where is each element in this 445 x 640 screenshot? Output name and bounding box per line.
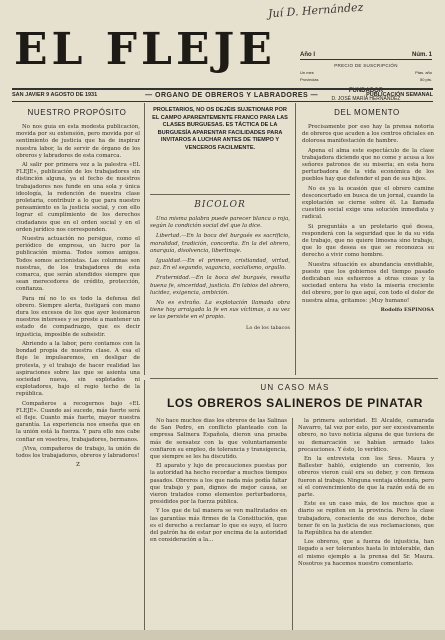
bicolor-paragraph: Una misma palabra puede parecer blanca o roja, según la condición social del que la dice. bbox=[150, 216, 290, 230]
bottom-paragraph: En la entrevista con los Sres. Maura y Ballester habló, exigiendo un convenio, los obreros vieron cuál era su deber, y con firmeza fueron al trabajo. Ninguna ventaja obtenida, pero sí el convencimiento de que la razón está de su parte. bbox=[298, 456, 434, 499]
bottom-paragraph: Los obreros, que a fuerza de injusticia, han llegado a ser tolerantes hasta lo intolerable, dan el mismo ejemplo a la prensa del Sr. Maura. Nosotros ya hacemos nuestro comentario. bbox=[298, 539, 434, 567]
bicolor-paragraph: Libertad.—En la boca del burgués es sacrificio, moralidad, tradición, concordia. En la del obrero, anarquía, disolvencia, libertinaje. bbox=[150, 233, 290, 254]
section-rule bbox=[150, 194, 290, 195]
column-rule bbox=[144, 103, 145, 375]
right-paragraph: Precisamente por eso hay la prensa notoria de obreros que acuden a los centros oficiales en dolorosa manifestación de hambre. bbox=[302, 124, 434, 145]
issue-number: Núm. 1 bbox=[411, 52, 432, 58]
bicolor-sign: Lo de los tabacos bbox=[246, 324, 290, 331]
dateline-publication: PUBLICACIÓN SEMANAL bbox=[366, 92, 433, 98]
left-paragraph: Al salir por primera vez a la palestra «EL FLEJE», publicación de los trabajadores sin distinción alguna, ya el fecho de nuestros trabajadores nos funde en una sola y única ideología, la redención de nuestra clase proletaria, contribuir a lo que para nuestro pensamiento es la justicia social, y con ello lograr el cumplimiento de los derechos ciudadanos que en el orden social y en el orden jurídico nos corresponden. bbox=[16, 162, 140, 233]
right-paragraph: Apena el alma este espectáculo de la clase trabajadora diciendo que no come y acusa a los señores patronos de su miseria; en esta hora perturbadora de la vida económica de los pueblos hay que defender el pan de sus hijos. bbox=[302, 147, 434, 183]
subscription-right-2: 50 pts. bbox=[419, 77, 432, 82]
fundador-name: D. JOSÉ MARÍA HERNÁNDEZ bbox=[331, 96, 401, 102]
subscription-row bbox=[300, 70, 432, 75]
bicolor-article bbox=[150, 216, 290, 371]
proletarios-notice: PROLETARIOS, NO OS DEJÉIS SUJETIONAR POR EL CAMPO APARENTEMENTE FRANCO PARA LAS CLASES BURGUESAS. ES TÁCTICA DE LA BURGUESÍA APARENTAR FACILIDADES PARA INVITAROS A LUCHAR ANTES DE TIEMPO Y VENCEROS FACILMENTE. bbox=[152, 107, 288, 151]
bicolor-heading: BICOLOR bbox=[194, 200, 246, 210]
right-paragraph: Nuestra situación es abundancia envidiable, puesto que los gobiernos del tiempo pasado dedicaban sus esfuerzos a otras cosas y la sociedad entera ha visto la miseria creciente del obrero, por lo que aquí, con todo el dolor de nuestra alma, gritamos: ¡Muy humano! bbox=[302, 261, 434, 304]
bicolor-paragraph: Fraternidad.—En la boca del burgués, resulta buena fe, sinceridad, justicia. En labios del obrero, lucidez, exigencia, ambición. bbox=[150, 275, 290, 296]
left-paragraph: Para mí no lo es todo la defensa del obrero. Siempre alerta, fustigará con mano dura los excesos de los que ayer lesionaron nuestros intereses y se preste a mantener un estado de compadrazgo, que es decir injusticia, imposible de subsistir. bbox=[16, 295, 140, 338]
left-paragraph: Abriendo a la labor, pero contamos con la bondad propia de nuestra clase. A esa el fleje le impulsaremos, en desligar de protesta, y el trabajo de hacer realidad las aspiraciones sobre las que se asienta una sociedad nueva, sin explotados ni explotadores, bajo el regio techo de la república. bbox=[16, 340, 140, 398]
subscription-label: PRECIO DE SUSCRIPCIÓN bbox=[334, 63, 398, 68]
page-bottom-edge bbox=[0, 630, 445, 640]
bottom-article-col1 bbox=[150, 418, 287, 628]
column-rule bbox=[295, 103, 296, 375]
column-rule bbox=[292, 418, 293, 630]
right-heading: DEL MOMENTO bbox=[334, 108, 400, 117]
subscription-row-2 bbox=[300, 77, 432, 82]
left-heading: NUESTRO PROPÓSITO bbox=[27, 108, 127, 117]
bottom-paragraph: No hace muchos días los obreros de las Salinas de San Pedro, en conflicto planteado con la empresa Salinera Española, dieron una prueba más de sensatez con la que voluntariamente confiaron su empleo, de tolerancia y transigencia, que siempre se les ha discutido. bbox=[150, 418, 287, 461]
left-sign: Z bbox=[76, 462, 80, 469]
subscription-left: Un mes bbox=[300, 70, 314, 75]
bottom-paragraph: Este es un caso más, de los muchos que a diario se repiten en la provincia. Pero la clase trabajadora, consciente de sus derechos, debe tener fe en la justicia de sus reclamaciones, que la República ha de atender. bbox=[298, 501, 434, 537]
bottom-paragraph: El aparato y lujo de precauciones puestas por la autoridad ha hecho recordar a muchos tiempos pasados. Obreros a los que nada más podía faltar que trabajo y pan, dignos de mejor causa, se vieron tratados como elementos perturbadores, presididos por la fuerza pública. bbox=[150, 463, 287, 506]
dateline-bar bbox=[12, 88, 433, 102]
fundador-label: FUNDADOR bbox=[348, 88, 384, 94]
section-rule bbox=[150, 378, 438, 379]
subscription-right: Ptas. año bbox=[415, 70, 432, 75]
column-rule bbox=[144, 380, 145, 630]
left-paragraph: Compañeros a recogernos bajo «EL FLEJE». Cuando así sucede, más fuerte será el fleje. Cuanto más fuerte, mayor nuestra garantía. La experiencia nos enseña que en la unión está la fuerza. Y para ello nos cabe confiar en vosotros, trabajadores, hermanos. bbox=[16, 400, 140, 443]
dateline-organ: — ORGANO DE OBREROS Y LABRADORES — bbox=[145, 92, 319, 99]
bicolor-paragraph: No es extraño. La explotación llamada obra tiene hoy arraigada la fe en sus víctimas, a su vez se las persiste en el propio. bbox=[150, 300, 290, 321]
right-article bbox=[302, 124, 434, 376]
bottom-kicker: UN CASO MÁS bbox=[260, 383, 330, 392]
left-paragraph: Nuestra actuación no persigue, como el periódico de empresa, un lucro por la publicación misma. Todos somos amigos. Todos somos accionistas. Las columnas son nuestras, de los trabajadores de esta comarca, que serán atendidos siempre que sean merecedores de crédito, protección, confianza. bbox=[16, 236, 140, 293]
handwritten-signature: Juí D. Hernández bbox=[267, 0, 364, 21]
bottom-headline: LOS OBREROS SALINEROS DE PINATAR bbox=[166, 396, 424, 410]
left-paragraph: No nos guía en esta modesta publicación, movida por su extensión, pero movida por el sentimiento de justicia que ha de inspirar nuestra labor, la de servir de órgano de los obreros y labradores de esta comarca. bbox=[16, 124, 140, 159]
right-paragraph: Si preguntáis a un proletario qué desea, responderá con la seguridad que le da su vida de trabajo, que no quiere limosna sino trabajo, que lo que desea es que se reconozca su derecho a vivir como hombre. bbox=[302, 223, 434, 259]
bottom-paragraph: la primera autoridad. El Alcalde, camarada Navarro, tal vez por esto, por ser excesivamente obrero, no tuvo noticia alguna de que tuviera de su demarcación se habían armado tales precauciones. Y ésto, lo verídico. bbox=[298, 418, 434, 453]
bicolor-paragraph: Igualdad.—En el primero, cristiandad, virtud, paz. En el segundo, vagancia, socialismo, orgullo. bbox=[150, 258, 290, 272]
bottom-article-col2 bbox=[298, 418, 434, 628]
issue-year: Año I bbox=[300, 52, 315, 58]
left-paragraph: ¡Viva, compañeros de trabajo, la unión de todos los trabajadores, obreros y labradores! bbox=[16, 445, 140, 459]
right-paragraph: No es ya la ocasión que el obrero camine desconcertado en busca de un jornal, cuando la explotación se cierne sobre él. La llamada cuestión social exige una solución inmediata y radical. bbox=[302, 185, 434, 221]
left-article bbox=[16, 124, 140, 624]
bottom-paragraph: Y los que de tal manera se ven maltratados en las garantías más firmes de la Constitución, que es el derecho a reclamar lo que es suyo, el lucro del patrón ha de estar por encima de la autoridad en consideración a la... bbox=[150, 508, 287, 544]
masthead-title: EL FLEJE bbox=[14, 24, 276, 75]
issue-info bbox=[300, 52, 432, 60]
right-sign: Rodolfo ESPINOSA bbox=[380, 306, 434, 313]
dateline-date: SAN JAVIER 9 AGOSTO DE 1931 bbox=[12, 92, 98, 98]
subscription-left-2: Provincias bbox=[300, 77, 319, 82]
